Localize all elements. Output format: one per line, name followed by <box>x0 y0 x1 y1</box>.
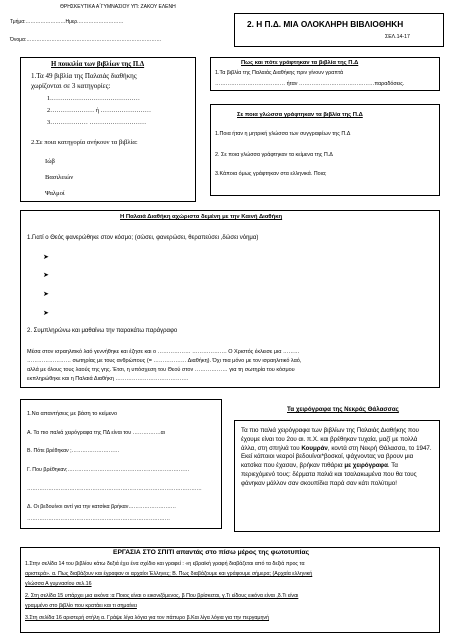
language-q2: 2. Σε ποια γλώσσα γράφτηκαν τα κείμενα της Π.Δ <box>215 152 333 158</box>
variety-books-box <box>20 57 196 202</box>
question-2: 2.Σε ποια κατηγορία ανήκουν τα βιβλία: <box>31 139 138 146</box>
dead-sea-text: Τα πιο παλιά χειρόγραφα των βιβλίων της Παλαιάς Διαθήκης που έχουμε είναι του 2ου αι. π.Χ. και βρέθηκαν τυχαία, μαζί με πολλά άλλα, στη σπηλιά του Κουμράν, κοντά στη Νεκρή Θάλασσα, το 1947. Εκεί κάποιοι νεαροί βεδουίνοι*βοσκοί, ψάχνοντας να βρουν μια κατσίκα που έχασαν, βρήκαν πιθάρια με χειρόγραφα. Τα περιεχόμενό τους: δέρματα παλιά και τσαλακωμένα που θα τους φάνηκαν μάλλον σαν σκουπίδια παρά σαν κάτι πολύτιμο! <box>241 427 432 487</box>
section-heading: Η Παλαιά Διαθήκη αχώριστα δεμένη με την Καινή Διαθήκη <box>120 214 283 220</box>
question-b[interactable]: Β. Πότε βρέθηκαν ;……………………… <box>27 448 120 454</box>
question-d[interactable]: Δ. Οι βεδουίνοι αντί για την κατσίκα βρήκαν……………………… <box>27 504 177 510</box>
old-new-testament-box <box>20 210 440 388</box>
section-heading: Η ποικιλία των βιβλίων της Π.Δ <box>51 61 145 68</box>
answer-line-1[interactable]: 1.…………………………………… <box>47 95 140 102</box>
question-1a: 1.Τα 49 βιβλία της Παλαιάς διαθήκης <box>31 72 137 80</box>
dead-sea-heading: Τα χειρόγραφα της Νεκράς Θάλασσας <box>287 406 399 413</box>
arrow-bullet-icon: ➤ <box>43 272 49 279</box>
how-written-line-2[interactable]: ………………………………… ήταν ……………………………………παραδόσεις. <box>215 81 405 87</box>
book-job: Ιώβ <box>45 158 55 165</box>
homework-line-1: 1.Στην σελίδα 14 του βιβλίου κάτω δεξιά έχει ένα σχέδιο και γραφεί : «η εβραϊκή γραφή διαβάζεται από τα δεξιά προς τα <box>25 561 305 567</box>
title-box <box>234 13 444 47</box>
nt-question-1: 1.Γιατί ο Θεός φανερώθηκε στον κόσμο; (σώσει, φανερώσει, θεραπεύσει ,δώσει νόημα) <box>27 235 259 241</box>
paragraph-line-1[interactable]: Μέσα στον ισραηλιτικό λαό γεννήθηκε και έζησε και ο ……………… ………………. Ο Χριστός έκλεισε μια ……… <box>27 349 300 355</box>
pages-ref: ΣΕΛ.14-17 <box>385 34 410 40</box>
section-heading: 1.Να απαντήσεις με βάση το κείμενο <box>27 411 118 417</box>
homework-line-4: 2. Στη σελίδα 15 υπάρχει μια εικόνα :α Ποιος είναι ο εικονιζόμενος, β Που βρίσκεται, γ.Τι είδους εικόνα είναι ,δ.Τι είναι <box>25 593 299 599</box>
homework-line-2: αριστερά». α. Πως διαβάζουν και έγραφαν οι αρχαίοι Έλληνες; Β. Πως διαβάζουμε και γράφουμε σήμερα; (Αρχαία ελληνική <box>25 571 313 577</box>
dead-sea-scrolls-box <box>234 420 440 532</box>
class-date-field[interactable]: Τμήμα:……………………Ημερ.……………………… <box>10 19 124 25</box>
question-1b: χωρίζονται σε 3 κατηγορίες: <box>31 82 111 90</box>
how-written-box <box>210 57 440 91</box>
arrow-bullet-icon: ➤ <box>43 254 49 261</box>
paragraph-line-4[interactable]: εκπληρώθηκε και η Παλαιά Διαθήκη …………………………………. <box>27 376 189 382</box>
question-d-line[interactable]: ……………………………………………………………………… <box>27 516 171 522</box>
answer-line-2[interactable]: 2………………… ή …………………… <box>47 107 152 114</box>
emphasis-text: Κουμράν <box>301 444 328 452</box>
paragraph-line-3[interactable]: αλλά με όλους τους λαούς της γης. Έτσι, η υπόσχεση του Θεού στον ……………… για τη σωτηρία του κόσμου <box>27 367 295 373</box>
arrow-bullet-icon: ➤ <box>43 291 49 298</box>
book-psalms: Ψαλμοί <box>45 190 65 197</box>
language-box <box>210 104 440 196</box>
how-written-line-1: 1.Τα βιβλία της Παλαιάς Διαθήκης πριν γίνουν γραπτά <box>215 70 344 76</box>
answer-line-3[interactable]: 3……………… ……………………… <box>47 119 147 126</box>
homework-box <box>20 547 440 633</box>
book-kings: Βασιλειών <box>45 174 74 181</box>
homework-line-3: γλώσσα Α γυμνασίου σελ.16 <box>25 581 92 587</box>
homework-line-5: γραμμένο στο βιβλίο που κρατάει και τι σημαίνει <box>25 603 137 609</box>
page-title: 2. Η Π.Δ. ΜΙΑ ΟΛΟΚΛΗΡΗ ΒΙΒΛΙΟΘΗΚΗ <box>247 19 404 29</box>
name-field[interactable]: Όνομα:……………………………………………………………………… <box>10 37 162 43</box>
text-questions-box <box>20 399 222 529</box>
homework-heading: ΕΡΓΑΣΙΑ ΣΤΟ ΣΠΙΤΙ απαντάς στο πίσω μέρος της φωτοτυπίας <box>113 549 310 556</box>
section-heading: Πως και πότε γράφτηκαν τα βιβλία της Π.Δ <box>241 60 359 66</box>
school-label: ΘΡΗΣΚΕΥΤΙΚΑ Α΄ΓΥΜΝΑΣΙΟΥ ΥΠ: ΖΑΚΟΥ ΕΛΕΝΗ <box>60 4 176 10</box>
question-a[interactable]: Α. Τα πιο παλιά χειρόγραφα της ΠΔ είναι του …………….αι <box>27 430 165 436</box>
language-q1: 1.Ποια ήταν η μητρική γλώσσα των συγγραφέων της Π.Δ <box>215 131 351 137</box>
section-heading: Σε ποια γλώσσα γράφτηκαν τα βιβλία της Π.Δ <box>237 112 363 118</box>
arrow-bullet-icon: ➤ <box>43 310 49 317</box>
nt-question-2: 2. Συμπληρώνω και μαθαίνω την παρακάτω παράγραφο <box>27 328 178 334</box>
question-c[interactable]: Γ. Που βρέθηκαν;…………………………………………………………… <box>27 467 190 473</box>
homework-line-6: 3.Στη σελίδα 16 αριστερή στήλη α. Γράψε λίγα λόγια για τον πάπυρο β.Και λίγα λόγια για την περγαμηνή <box>25 615 270 621</box>
language-q3: 3.Κάποια όμως γράφτηκαν στα ελληνικά. Ποια; <box>215 171 327 177</box>
emphasis-text: με χειρόγραφα <box>344 462 388 470</box>
question-c-line[interactable]: ……………………………………………………………………………………… <box>27 486 202 492</box>
paragraph-line-2[interactable]: …………………… σωτηρίας με τους ανθρώπους (= ……………… Διαθήκη). Όχι πια μόνο με τον ισραηλιτικό λαό, <box>27 358 302 364</box>
